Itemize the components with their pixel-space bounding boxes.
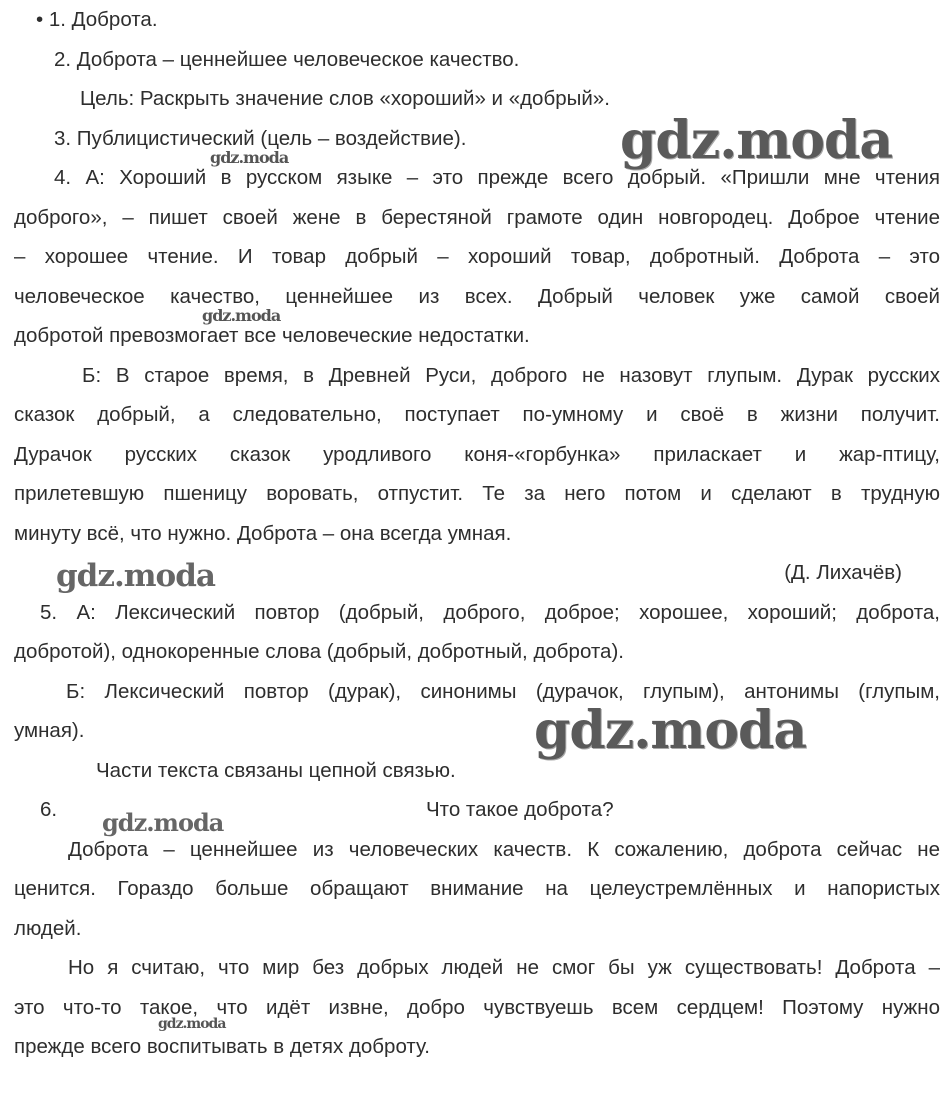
watermark-logo: gdz.moda (210, 148, 289, 167)
item-3: 3. Публицистический (цель – воздействие). (54, 126, 467, 150)
watermark-logo: gdz.moda (56, 558, 215, 594)
item-4b-line-5: минуту всё, что нужно. Доброта – она всегда умная. (14, 521, 512, 545)
essay-p2-line-1: Но я считаю, что мир без добрых людей не смог бы уж существовать! Доброта – (68, 956, 940, 979)
item-4a-line-2: доброго», – пишет своей жене в берестяной грамоте один новгородец. Доброе чтение (14, 205, 940, 229)
watermark-logo: gdz.moda (102, 808, 224, 837)
item-4b-line-1: Б: В старое время, в Древней Руси, доброго не назовут глупым. Дурак русских (82, 363, 940, 387)
watermark-logo: gdz.moda (620, 110, 893, 171)
essay-p2-line-2: это что-то такое, что идёт извне, добро чувствуешь всем сердцем! Поэтому нужно (14, 995, 940, 1019)
item-4a-line-4: человеческое качество, ценнейшее из всех. Добрый человек уже самой своей (14, 284, 940, 308)
essay-p2-line-3: прежде всего воспитывать в детях доброту. (14, 1035, 430, 1058)
essay-p1-line-3: людей. (14, 916, 82, 940)
item-4b-line-3: Дурачок русских сказок уродливого коня-«горбунка» приласкает и жар-птицу, (14, 442, 940, 466)
essay-p1-line-1: Доброта – ценнейшее из человеческих качеств. К сожалению, доброта сейчас не (68, 837, 940, 861)
item-6-number: 6. (40, 798, 58, 821)
item-2: 2. Доброта – ценнейшее человеческое качество. (54, 47, 520, 71)
essay-title: Что такое доброта? (426, 798, 614, 821)
item-4b-line-2: сказок добрый, а следовательно, поступает по-умному и своё в жизни получит. (14, 403, 940, 426)
item-4a-line-3: – хорошее чтение. И товар добрый – хороший товар, добротный. Доброта – это (14, 245, 940, 268)
essay-p1-line-2: ценится. Гораздо больше обращают внимание на целеустремлённых и напористых (14, 877, 940, 900)
item-1: • 1. Доброта. (36, 8, 158, 31)
item-5a-line-2: добротой), однокоренные слова (добрый, добротный, доброта). (14, 640, 624, 663)
watermark-logo: gdz.moda (158, 1016, 226, 1032)
item-5b-line-1: Б: Лексический повтор (дурак), синонимы (дурачок, глупым), антонимы (глупым, (66, 679, 940, 703)
item-4a-line-1: 4. А: Хороший в русском языке – это прежде всего добрый. «Пришли мне чтения (54, 166, 940, 189)
item-5a-line-1: 5. А: Лексический повтор (добрый, доброго, доброе; хорошее, хороший; доброта, (40, 600, 940, 624)
watermark-logo: gdz.moda (202, 306, 281, 325)
item-4b-line-4: прилетевшую пшеницу воровать, отпустит. Те за него потом и сделают в трудную (14, 482, 940, 505)
item-4a-line-5: добротой превозмогает все человеческие недостатки. (14, 324, 530, 347)
text-link-line: Части текста связаны цепной связью. (96, 758, 456, 782)
watermark-logo: gdz.moda (534, 700, 807, 761)
item-5b-line-2: умная). (14, 719, 85, 742)
author-line: (Д. Лихачёв) (784, 561, 902, 584)
goal-line: Цель: Раскрыть значение слов «хороший» и «добрый». (80, 87, 610, 110)
